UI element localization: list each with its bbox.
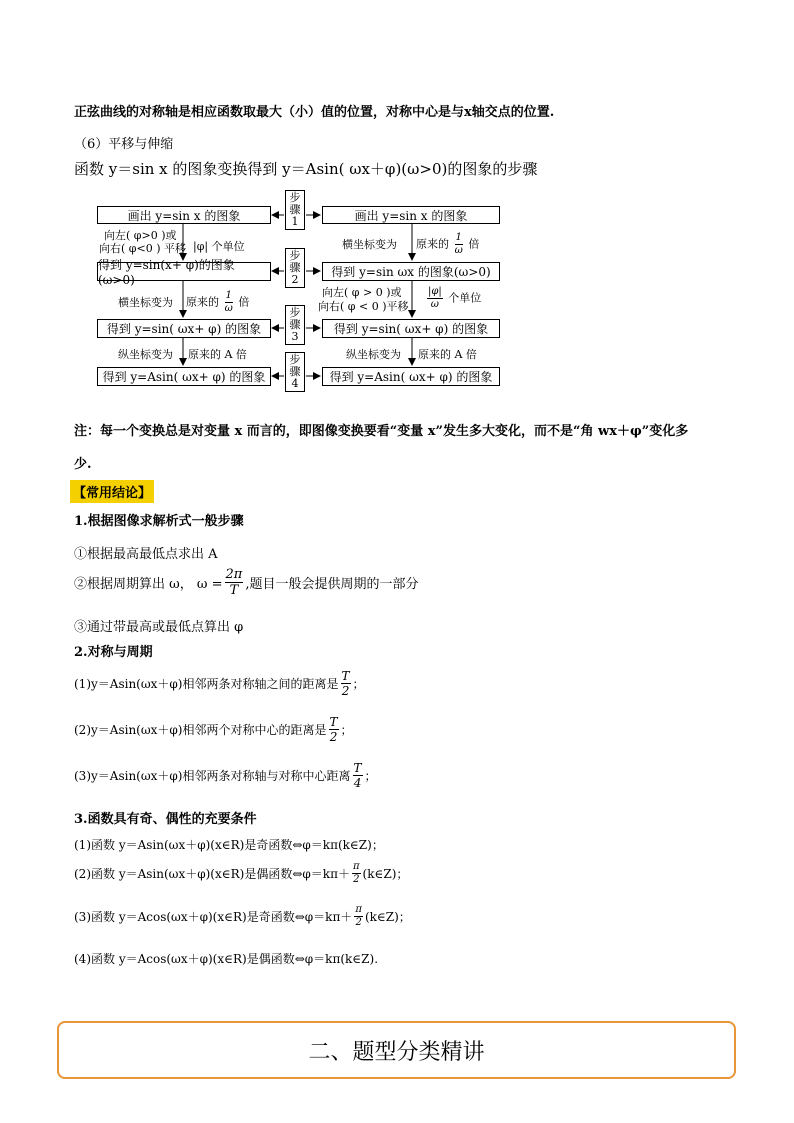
right-shift-num: |φ| [428,286,442,297]
parity-item-2 [74,862,408,885]
right-shift-fraction [427,287,443,310]
right-shift-label-b: 向右( φ < 0 )平移 [318,300,409,313]
period-item-2-num: T [329,715,338,729]
left-scale-x-num: 1 [225,290,232,301]
parity-item-2-end: (k∈Z)； [362,867,409,881]
left-scale-x-den: ω [224,303,233,314]
left-box-2: 得到 y=sin(x+ φ)的图象(ω>0) [97,262,271,281]
period-item-2-end: ； [340,723,353,737]
period-item-3 [74,762,377,789]
step-1-char-1: 步 [289,191,301,204]
parity-item-3-end: (k∈Z)； [364,910,411,924]
note-line-1: 注：每一个变换总是对变量 x 而言的，即图像变换要看“变量 x”发生多大变化，而不是“角 wx＋φ”变化多 [74,424,689,439]
step-3-char-1: 步 [289,306,301,319]
period-item-3-end: ； [364,769,377,783]
left-scale-y-factor: 原来的 A 倍 [188,348,247,361]
parity-item-3-text: (3)函数 y＝Acos(ωx＋φ)(x∈R)是奇函数⇔φ＝kπ＋ [74,910,353,924]
conclusion-1-item-2 [74,568,418,597]
conclusion-heading-1: 1.根据图像求解析式一般步骤 [74,514,244,529]
period-item-1-text: (1)y＝Asin(ωx＋φ)相邻两条对称轴之间的距离是 [74,677,339,691]
step-3-char-3: 3 [291,330,299,343]
period-item-3-num: T [353,761,362,775]
section-6-heading: （6）平移与伸缩 [74,137,174,152]
left-scale-x-fraction [225,291,233,314]
parity-item-2-num: π [352,861,360,872]
step-1-char-3: 1 [291,215,299,228]
omega-formula-den: T [229,583,239,598]
right-box-2: 得到 y=sin ωx 的图象(ω>0) [322,262,500,281]
step-2-char-1: 步 [289,249,301,262]
period-item-3-den: 4 [353,776,362,790]
right-scale-x-suffix: 倍 [468,237,480,251]
period-item-2-fraction [329,716,339,743]
right-scale-x-prefix: 原来的 [416,237,449,251]
step-1-char-2: 骤 [289,203,301,216]
period-item-1 [74,670,365,697]
period-item-1-end: ； [352,677,365,691]
conclusion-1-item-3: ③通过带最高或最低点算出 φ [74,620,244,635]
conclusion-heading-2: 2.对称与周期 [74,645,153,660]
step-1-box [285,190,305,230]
right-shift-suffix: 个单位 [448,291,482,305]
step-2-box [285,248,305,288]
common-conclusions-tag: 【常用结论】 [70,480,154,503]
step-3-box [285,305,305,345]
left-box-3: 得到 y=sin( ωx+ φ) 的图象 [97,319,271,338]
period-item-1-den: 2 [341,684,350,698]
right-scale-y-label: 纵坐标变为 [346,348,401,361]
parity-item-4: (4)函数 y＝Acos(ωx＋φ)(x∈R)是偶函数⇔φ＝kπ(k∈Z). [74,952,379,966]
section-banner-title: 二、题型分类精讲 [308,1039,485,1065]
parity-item-3-num: π [355,904,362,915]
left-box-4: 得到 y=Asin( ωx+ φ) 的图象 [97,367,271,386]
note-line-2: 少. [74,457,92,472]
parity-item-1: (1)函数 y＝Asin(ωx＋φ)(x∈R)是奇函数⇔φ＝kπ(k∈Z)； [74,838,384,852]
step-4-char-1: 步 [289,353,301,366]
period-item-2 [74,716,353,743]
period-item-1-num: T [341,669,350,683]
transform-title: 函数 y＝sin x 的图象变换得到 y＝Asin( ωx＋φ)(ω>0)的图象的步骤 [74,160,538,178]
right-scale-x-den: ω [454,245,463,256]
left-scale-x-factor [186,291,249,314]
step-2-char-3: 2 [291,273,299,286]
axis-note: 正弦曲线的对称轴是相应函数取最大（小）值的位置，对称中心是与x轴交点的位置. [74,105,555,120]
flow-arrows [0,0,794,400]
right-scale-x-label: 横坐标变为 [342,238,397,251]
parity-item-2-den: 2 [353,874,360,885]
step-3-char-2: 骤 [289,318,301,331]
item-2-suffix: ,题目一般会提供周期的一部分 [245,577,419,592]
left-scale-x-prefix: 原来的 [186,295,219,309]
section-banner [57,1021,736,1079]
parity-item-2-text: (2)函数 y＝Asin(ωx＋φ)(x∈R)是偶函数⇔φ＝kπ＋ [74,867,350,881]
parity-item-2-fraction [352,862,361,885]
left-shift-label-c: |φ| 个单位 [193,240,245,253]
period-item-2-text: (2)y＝Asin(ωx＋φ)相邻两个对称中心的距离是 [74,723,327,737]
step-4-box [285,352,305,392]
right-scale-x-num: 1 [455,232,462,243]
right-box-4: 得到 y=Asin( ωx+ φ) 的图象 [322,367,500,386]
step-2-char-2: 骤 [289,261,301,274]
parity-item-3-den: 2 [355,917,362,928]
step-4-char-3: 4 [291,377,299,390]
step-4-char-2: 骤 [289,365,301,378]
right-shift-den: ω [430,299,439,310]
omega-formula-num: 2π [225,567,243,582]
right-box-1: 画出 y=sin x 的图象 [322,206,500,224]
left-scale-y-label: 纵坐标变为 [118,348,173,361]
left-scale-x-label: 横坐标变为 [118,296,173,309]
right-scale-y-factor: 原来的 A 倍 [418,348,477,361]
right-scale-x-factor [416,233,479,256]
left-box-1: 画出 y=sin x 的图象 [97,206,271,224]
period-item-3-text: (3)y＝Asin(ωx＋φ)相邻两条对称轴与对称中心距离 [74,769,351,783]
parity-item-3-fraction [354,905,363,928]
period-item-1-fraction [341,670,351,697]
left-shift-label-b: 向右( φ<0 ) 平移 [99,242,186,255]
conclusion-1-item-1: ①根据最高最低点求出 A [74,547,218,562]
right-scale-x-fraction [455,233,463,256]
item-2-prefix: ②根据周期算出 ω， ω = [74,577,223,592]
right-box-3: 得到 y=sin( ωx+ φ) 的图象 [322,319,500,338]
period-item-2-den: 2 [329,730,338,744]
period-item-3-fraction [353,762,363,789]
right-shift-amount [425,287,481,310]
omega-formula-fraction [225,568,244,597]
parity-item-3 [74,905,411,928]
right-shift-label-a: 向左( φ > 0 )或 [322,286,402,299]
left-shift-label-a: 向左( φ>0 )或 [104,229,177,242]
conclusion-heading-3: 3.函数具有奇、偶性的充要条件 [74,812,257,827]
left-scale-x-suffix: 倍 [238,295,250,309]
